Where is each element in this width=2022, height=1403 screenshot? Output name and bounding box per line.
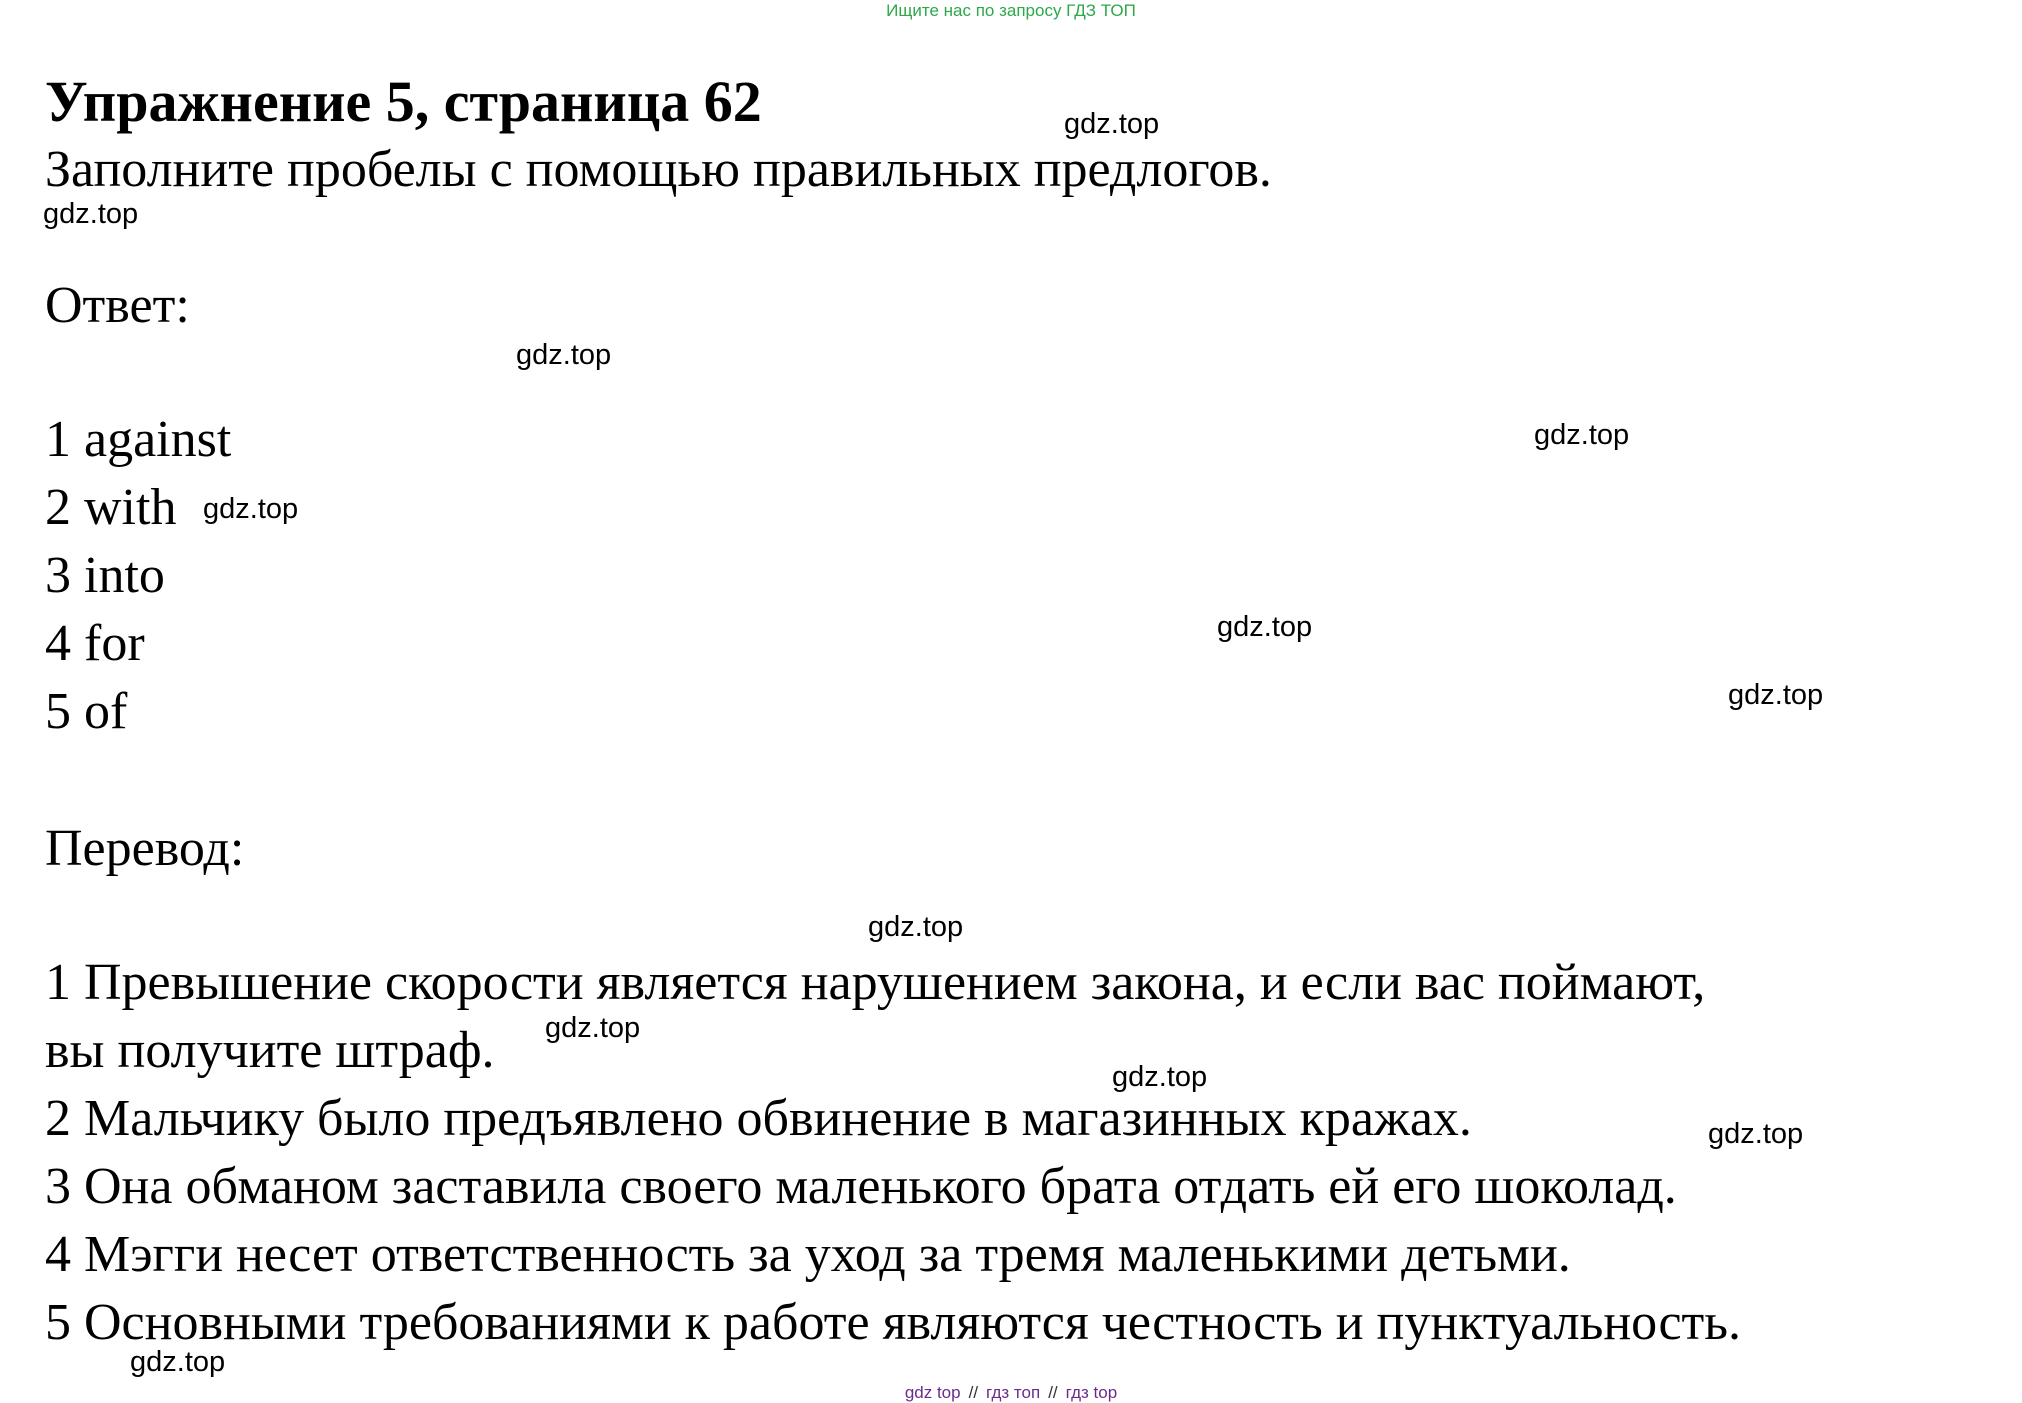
answer-item-1: 1 against [45, 411, 232, 468]
translation-line-1b: вы получите штраф. [45, 1022, 495, 1079]
footer-separator: // [968, 1383, 979, 1402]
watermark: gdz.top [130, 1346, 226, 1378]
footer-links [0, 1383, 2022, 1403]
footer-link-3[interactable]: гдз top [1065, 1383, 1118, 1402]
watermark: gdz.top [1534, 419, 1630, 451]
top-banner: Ищите нас по запросу ГДЗ ТОП [886, 1, 1136, 20]
translation-line-2: 2 Мальчику было предъявлено обвинение в магазинных кражах. [45, 1090, 1472, 1147]
watermark: gdz.top [203, 493, 299, 525]
translation-line-5: 5 Основными требованиями к работе являются честность и пунктуальность. [45, 1294, 1741, 1351]
footer-link-2[interactable]: гдз топ [986, 1383, 1041, 1402]
page-title: Упражнение 5, страница 62 [45, 69, 762, 134]
footer-link-1[interactable]: gdz top [904, 1383, 961, 1402]
translation-heading: Перевод: [45, 820, 245, 877]
watermark: gdz.top [1112, 1061, 1208, 1093]
watermark: gdz.top [1217, 611, 1313, 643]
watermark: gdz.top [1064, 108, 1160, 140]
answer-item-2: 2 with [45, 479, 177, 536]
footer-separator: // [1048, 1383, 1058, 1402]
watermark: gdz.top [868, 911, 964, 943]
watermark: gdz.top [516, 339, 612, 371]
instruction-text: Заполните пробелы с помощью правильных предлогов. [45, 141, 1272, 198]
watermark: gdz.top [545, 1012, 641, 1044]
translation-line-4: 4 Мэгги несет ответственность за уход за тремя маленькими детьми. [45, 1226, 1571, 1283]
answer-item-4: 4 for [45, 615, 145, 672]
watermark: gdz.top [1708, 1118, 1804, 1150]
answer-heading: Ответ: [45, 277, 190, 334]
watermark: gdz.top [1728, 679, 1824, 711]
answer-item-3: 3 into [45, 547, 165, 604]
answer-item-5: 5 of [45, 683, 128, 740]
translation-line-1a: 1 Превышение скорости является нарушением закона, и если вас поймают, [45, 954, 1706, 1011]
watermark: gdz.top [43, 198, 139, 230]
translation-line-3: 3 Она обманом заставила своего маленького брата отдать ей его шоколад. [45, 1158, 1677, 1215]
